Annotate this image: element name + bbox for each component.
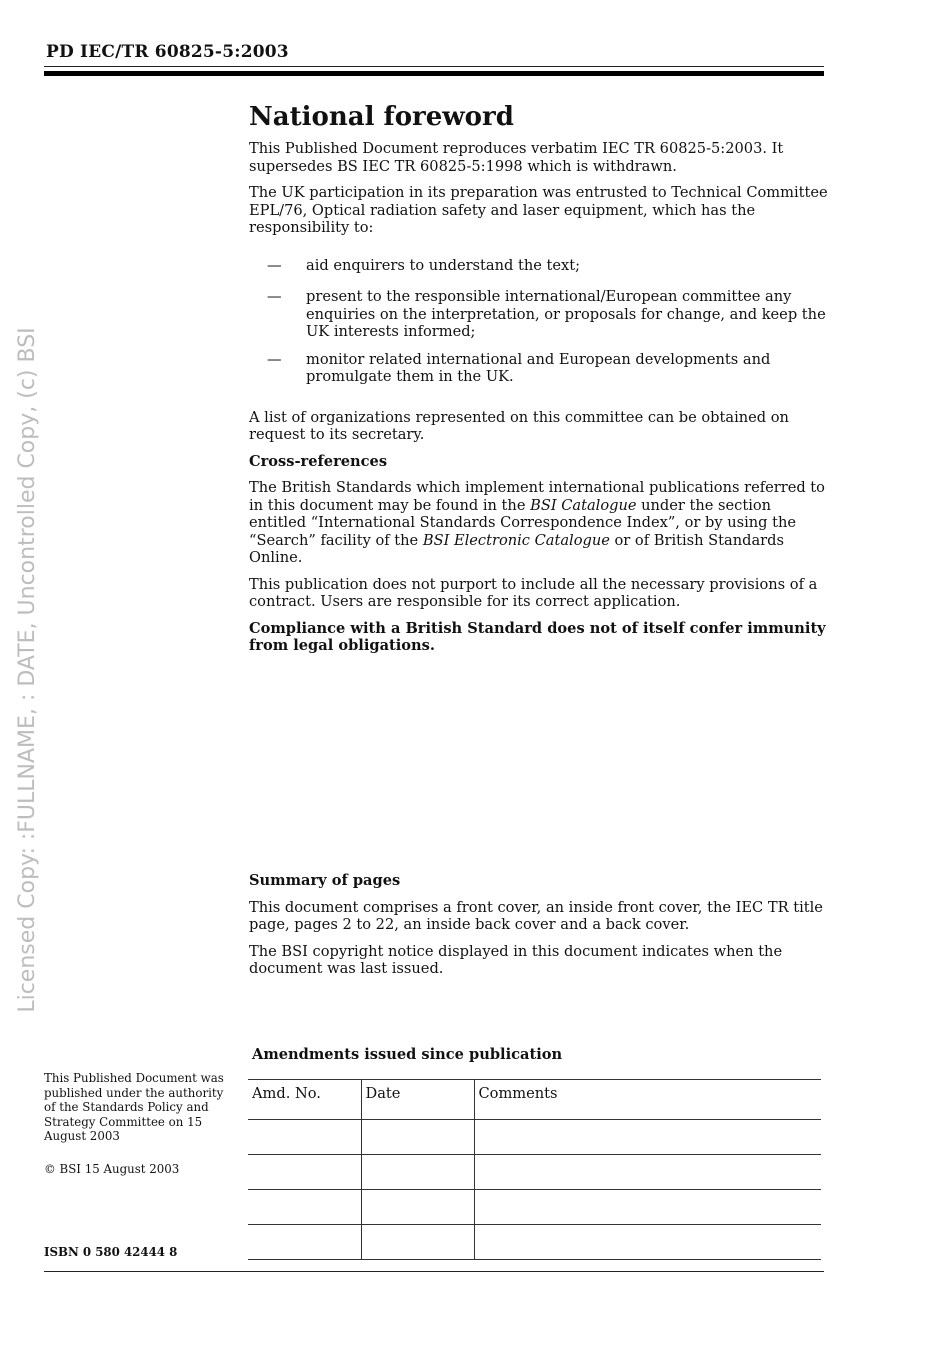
summary-heading: Summary of pages <box>249 872 401 889</box>
table-cell <box>248 1190 361 1225</box>
summary-of-pages <box>249 872 829 978</box>
summary-paragraph: The BSI copyright notice displayed in this document indicates when the document was last issued. <box>249 942 783 977</box>
table-cell <box>361 1120 474 1155</box>
national-foreword <box>249 102 829 655</box>
foreword-paragraph: This Published Document reproduces verbatim IEC TR 60825-5:2003. It supersedes BS IEC TR 60825-5:1998 which is withdrawn. <box>249 140 784 175</box>
table-cell <box>474 1120 821 1155</box>
table-cell <box>361 1225 474 1260</box>
list-item: — aid enquirers to understand the text; <box>267 256 581 274</box>
license-watermark: Licensed Copy: :FULLNAME, : DATE, Uncontrolled Copy, (c) BSI <box>15 327 40 1013</box>
table-row <box>248 1190 821 1225</box>
table-cell <box>248 1155 361 1190</box>
table-cell <box>474 1225 821 1260</box>
column-header: Amd. No. <box>248 1080 361 1120</box>
list-item: — present to the responsible international/European committee any enquiries on the interpretation, or proposals for change, and keep the UK interests informed; <box>267 288 826 340</box>
table-cell <box>248 1225 361 1260</box>
amendments-title: Amendments issued since publication <box>252 1046 563 1063</box>
column-header: Comments <box>474 1080 821 1120</box>
document-id: PD IEC/TR 60825-5:2003 <box>46 42 289 62</box>
page-title: National foreword <box>249 102 514 132</box>
bsi-catalogue-ref: BSI Catalogue <box>530 496 637 514</box>
isbn: ISBN 0 580 42444 8 <box>44 1245 178 1259</box>
list-item: — monitor related international and European developments and promulgate them in the UK. <box>267 350 771 385</box>
header-rule-thick <box>44 71 824 76</box>
table-cell <box>248 1120 361 1155</box>
compliance-statement: Compliance with a British Standard does not of itself confer immunity from legal obligations. <box>249 619 826 654</box>
bsi-electronic-catalogue-ref: BSI Electronic Catalogue <box>422 531 610 549</box>
dash-marker: — <box>267 256 282 274</box>
table-row <box>248 1120 821 1155</box>
table-row <box>248 1225 821 1260</box>
footer-rule <box>44 1271 824 1272</box>
copyright-note: © BSI 15 August 2003 <box>44 1162 180 1176</box>
table-header-row <box>248 1080 821 1120</box>
table-cell <box>474 1190 821 1225</box>
dash-marker: — <box>267 288 282 305</box>
foreword-paragraph: A list of organizations represented on this committee can be obtained on request to its secretary. <box>249 408 789 443</box>
foreword-paragraph: This publication does not purport to include all the necessary provisions of a contract. Users are responsible for its correct application. <box>249 575 818 610</box>
dash-marker: — <box>267 350 282 368</box>
crossref-heading: Cross-references <box>249 452 388 470</box>
table-row <box>248 1155 821 1190</box>
responsibility-list <box>249 257 829 386</box>
table-cell <box>361 1155 474 1190</box>
authority-note: This Published Document was published under the authority of the Standards Policy and Strategy Committee on 15 August 2003 <box>44 1071 224 1143</box>
foreword-paragraph: The UK participation in its preparation was entrusted to Technical Committee EPL/76, Optical radiation safety and laser equipment, which has the responsibility to: <box>249 184 828 236</box>
table-cell <box>474 1155 821 1190</box>
summary-paragraph: This document comprises a front cover, an inside front cover, the IEC TR title page, pages 2 to 22, an inside back cover and a back cover. <box>249 898 823 933</box>
table-cell <box>361 1190 474 1225</box>
amendments-table <box>248 1079 821 1260</box>
crossref-paragraph: The British Standards which implement international publications referred to in this document may be found in the BSI Catalogue under the section entitled “International Standards Correspondence Index”, or by using the “Search” facility of the BSI Electronic Catalogue or of British Standards Online. <box>249 479 825 566</box>
header-rule-thin <box>44 66 824 67</box>
column-header: Date <box>361 1080 474 1120</box>
